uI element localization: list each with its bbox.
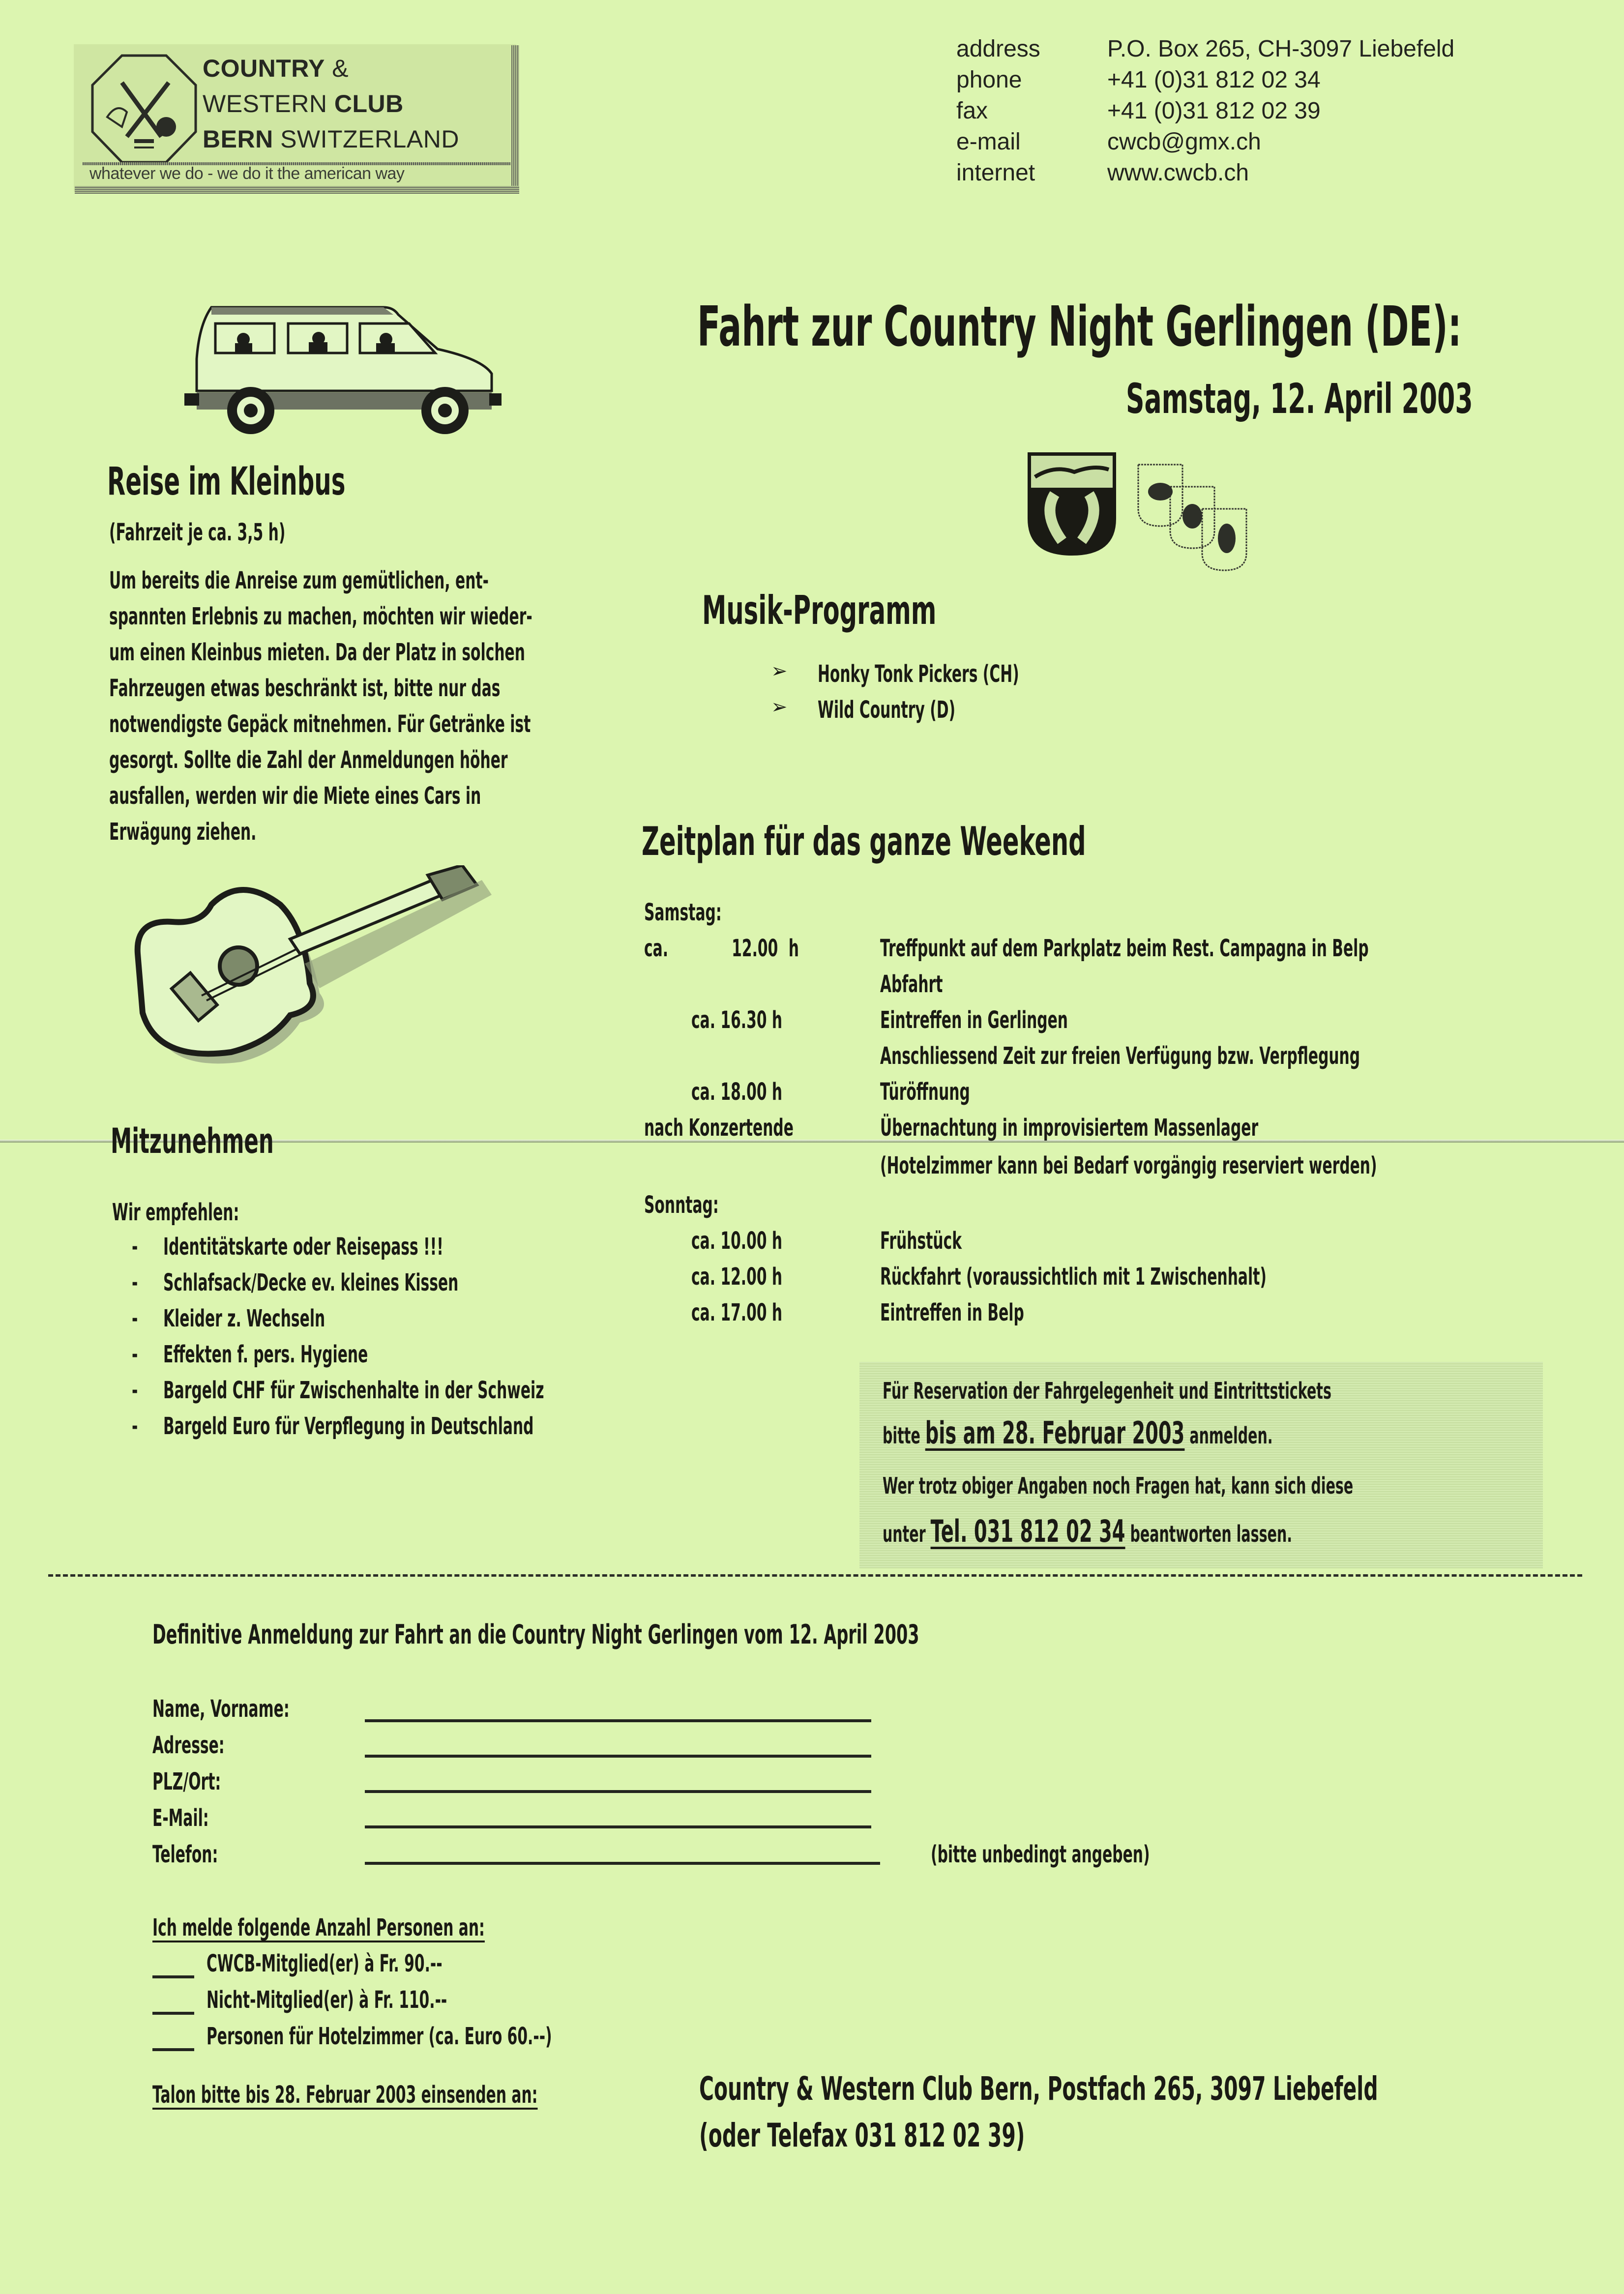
- page-title: Fahrt zur Country Night Gerlingen (DE):: [697, 295, 1462, 359]
- schedule-time: nach Konzertende: [644, 1114, 794, 1142]
- band-item: Wild Country (D): [818, 696, 956, 724]
- club-emblem-icon: [88, 53, 201, 166]
- persons-option: Nicht-Mitglied(er) à Fr. 110.--: [207, 1986, 447, 2014]
- travel-body-line: um einen Kleinbus mieten. Da der Platz in solchen: [109, 639, 525, 666]
- name-field[interactable]: [365, 1719, 871, 1722]
- schedule-day: Samstag:: [644, 899, 722, 926]
- contact-label-email: e-mail: [956, 129, 1021, 155]
- contact-label-internet: internet: [956, 160, 1035, 186]
- schedule-time: ca. 18.00 h: [691, 1078, 783, 1106]
- travel-body-line: gesorgt. Sollte die Zahl der Anmeldungen höher: [109, 746, 508, 774]
- travel-subheading: (Fahrzeit je ca. 3,5 h): [109, 519, 286, 546]
- travel-body-line: Erwägung ziehen.: [109, 818, 257, 846]
- logo-shadow: [511, 45, 519, 193]
- dash-bullet-icon: -: [132, 1233, 138, 1261]
- logo-shadow: [75, 186, 519, 194]
- travel-heading: Reise im Kleinbus: [107, 460, 346, 504]
- contact-label-address: address: [956, 36, 1040, 62]
- schedule-time: ca. 17.00 h: [691, 1299, 783, 1326]
- dash-bullet-icon: -: [132, 1305, 138, 1332]
- travel-body: [109, 563, 792, 850]
- travel-body-line: notwendigste Gepäck mitnehmen. Für Getränke ist: [109, 710, 531, 738]
- form-label-name: Name, Vorname:: [152, 1695, 290, 1723]
- logo-line-2: WESTERN CLUB: [203, 90, 404, 118]
- form-label-address: Adresse:: [152, 1732, 225, 1759]
- arrow-bullet-icon: ➢: [771, 660, 788, 682]
- guitar-icon: [128, 865, 521, 1077]
- dash-bullet-icon: -: [132, 1269, 138, 1296]
- send-fax: (oder Telefax 031 812 02 39): [699, 2117, 1025, 2154]
- persons-option: CWCB-Mitglied(er) à Fr. 90.--: [207, 1950, 443, 1977]
- schedule-desc: (Hotelzimmer kann bei Bedarf vorgängig reserviert werden): [880, 1152, 1377, 1179]
- schedule-desc: Rückfahrt (voraussichtlich mit 1 Zwischenhalt): [880, 1263, 1267, 1291]
- schedule-time: ca. 12.00 h: [691, 1263, 783, 1291]
- travel-body-line: spannten Erlebnis zu machen, möchten wir wieder-: [109, 603, 532, 630]
- list-item-text: Bargeld Euro für Verpflegung in Deutschland: [163, 1412, 534, 1440]
- info-line: bitte bis am 28. Februar 2003 anmelden.: [883, 1415, 1273, 1451]
- info-phone-number[interactable]: Tel. 031 812 02 34: [930, 1513, 1125, 1549]
- arrow-bullet-icon: ➢: [771, 696, 788, 718]
- dash-bullet-icon: -: [132, 1341, 138, 1368]
- schedule-time: ca. 10.00 h: [691, 1227, 783, 1255]
- schedule-desc: Treffpunkt auf dem Parkplatz beim Rest. Campagna in Belp: [880, 935, 1369, 962]
- info-line: unter Tel. 031 812 02 34 beantworten lassen.: [883, 1513, 1293, 1549]
- email-field[interactable]: [365, 1825, 871, 1828]
- form-title: Definitive Anmeldung zur Fahrt an die Country Night Gerlingen vom 12. April 2003: [152, 1619, 919, 1650]
- form-label-zip-city: PLZ/Ort:: [152, 1768, 221, 1795]
- travel-body-line: Um bereits die Anreise zum gemütlichen, ent-: [109, 567, 489, 594]
- zip-city-field[interactable]: [365, 1790, 871, 1793]
- band-item: Honky Tonk Pickers (CH): [818, 660, 1019, 688]
- schedule-desc: Eintreffen in Belp: [880, 1299, 1024, 1326]
- send-address: Country & Western Club Bern, Postfach 265, 3097 Liebefeld: [699, 2070, 1378, 2108]
- persons-heading: Ich melde folgende Anzahl Personen an:: [152, 1914, 485, 1941]
- form-label-email: E-Mail:: [152, 1804, 209, 1832]
- contact-address: P.O. Box 265, CH-3097 Liebefeld: [1107, 36, 1455, 62]
- schedule-desc: Anschliessend Zeit zur freien Verfügung bzw. Verpflegung: [880, 1042, 1360, 1070]
- schedule-desc: Frühstück: [880, 1227, 962, 1255]
- schedule-desc: Eintreffen in Gerlingen: [880, 1006, 1068, 1034]
- list-item-text: Bargeld CHF für Zwischenhalte in der Schweiz: [163, 1377, 544, 1404]
- schedule-time: ca. 16.30 h: [691, 1006, 783, 1034]
- deadline-date: bis am 28. Februar 2003: [925, 1415, 1185, 1451]
- address-field[interactable]: [365, 1755, 871, 1758]
- contact-email[interactable]: cwcb@gmx.ch: [1107, 129, 1261, 155]
- phone-required-note: (bitte unbedingt angeben): [931, 1841, 1150, 1868]
- hotel-count-field[interactable]: [152, 2048, 194, 2051]
- packing-intro: Wir empfehlen:: [112, 1199, 239, 1226]
- dash-bullet-icon: -: [132, 1412, 138, 1440]
- logo-tagline: whatever we do - we do it the american way: [89, 164, 405, 183]
- dash-bullet-icon: -: [132, 1377, 138, 1404]
- schedule-heading: Zeitplan für das ganze Weekend: [642, 819, 1086, 864]
- event-date: Samstag, 12. April 2003: [1126, 375, 1473, 423]
- logo-line-3: BERN SWITZERLAND: [203, 125, 459, 153]
- bern-bear-shields-icon: [1136, 462, 1264, 590]
- contact-website[interactable]: www.cwcb.ch: [1107, 160, 1249, 186]
- form-label-phone: Telefon:: [152, 1841, 218, 1868]
- contact-fax: +41 (0)31 812 02 39: [1107, 98, 1321, 124]
- gerlingen-coat-of-arms-icon: [1025, 450, 1119, 558]
- send-instruction: Talon bitte bis 28. Februar 2003 einsenden an:: [152, 2081, 538, 2109]
- member-count-field[interactable]: [152, 1975, 194, 1978]
- list-item-text: Kleider z. Wechseln: [163, 1305, 325, 1332]
- phone-field[interactable]: [365, 1862, 880, 1865]
- schedule-desc: Übernachtung in improvisiertem Massenlager: [880, 1114, 1259, 1142]
- schedule-desc: Türöffnung: [880, 1078, 970, 1106]
- schedule-time: ca. 12.00 h: [644, 935, 799, 962]
- travel-body-line: ausfallen, werden wir die Miete eines Cars in: [109, 782, 481, 810]
- info-line: Wer trotz obiger Angaben noch Fragen hat, kann sich diese: [883, 1472, 1354, 1499]
- schedule-desc: Abfahrt: [880, 971, 943, 998]
- non-member-count-field[interactable]: [152, 2012, 194, 2015]
- info-line: Für Reservation der Fahrgelegenheit und Eintrittstickets: [883, 1378, 1331, 1404]
- list-item-text: Effekten f. pers. Hygiene: [163, 1341, 368, 1368]
- contact-label-phone: phone: [956, 67, 1022, 93]
- logo-line-1: COUNTRY &: [203, 55, 349, 82]
- contact-phone: +41 (0)31 812 02 34: [1107, 67, 1321, 93]
- cut-line: [48, 1574, 1582, 1577]
- schedule-day: Sonntag:: [644, 1191, 719, 1219]
- music-heading: Musik-Programm: [702, 588, 937, 633]
- travel-body-line: Fahrzeugen etwas beschränkt ist, bitte nur das: [109, 675, 501, 702]
- list-item-text: Identitätskarte oder Reisepass !!!: [163, 1233, 443, 1261]
- contact-label-fax: fax: [956, 98, 988, 124]
- packing-heading: Mitzunehmen: [111, 1121, 274, 1161]
- persons-option: Personen für Hotelzimmer (ca. Euro 60.--): [207, 2023, 552, 2050]
- minibus-icon: [177, 295, 502, 438]
- list-item-text: Schlafsack/Decke ev. kleines Kissen: [163, 1269, 459, 1296]
